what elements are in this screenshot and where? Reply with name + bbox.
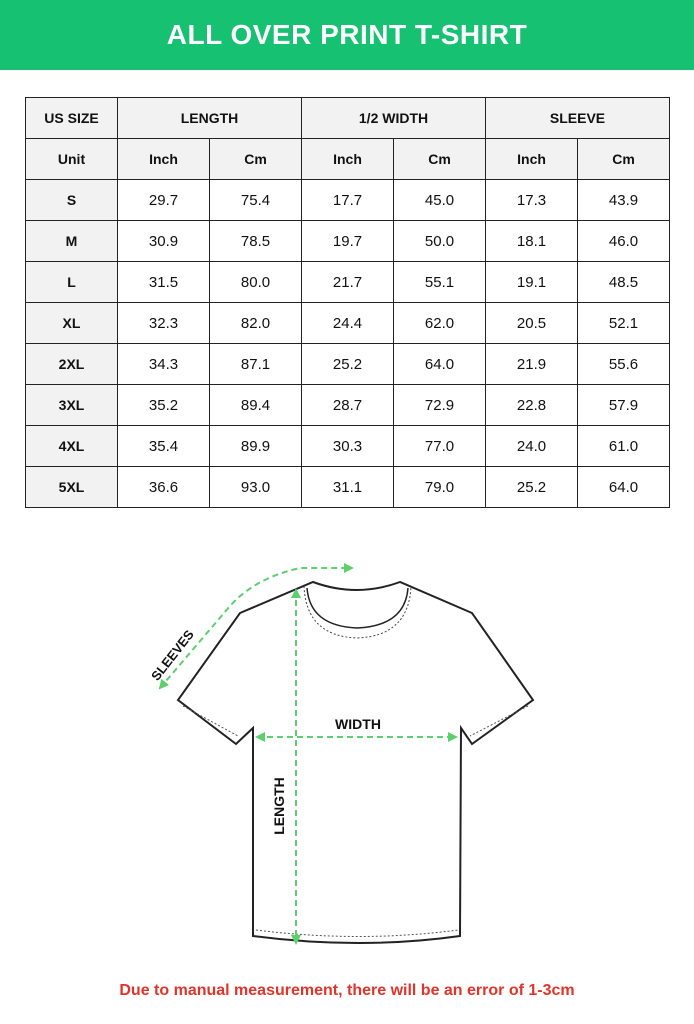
length-label: LENGTH <box>271 777 287 835</box>
header-banner <box>0 0 694 70</box>
page-title: ALL OVER PRINT T-SHIRT <box>166 19 528 50</box>
value-cell: 89.9 <box>210 426 302 467</box>
value-cell: 32.3 <box>118 303 210 344</box>
half-width-header: 1/2 WIDTH <box>302 98 486 139</box>
value-cell: 61.0 <box>578 426 670 467</box>
value-cell: 55.1 <box>394 262 486 303</box>
sleeve-header: SLEEVE <box>486 98 670 139</box>
group-header-row <box>26 98 670 139</box>
value-cell: 30.3 <box>302 426 394 467</box>
value-cell: 89.4 <box>210 385 302 426</box>
size-cell: 2XL <box>26 344 118 385</box>
value-cell: 36.6 <box>118 467 210 508</box>
width-label: WIDTH <box>335 716 381 732</box>
size-cell: 5XL <box>26 467 118 508</box>
table-row <box>26 426 670 467</box>
value-cell: 19.1 <box>486 262 578 303</box>
value-cell: 77.0 <box>394 426 486 467</box>
tshirt-outline <box>178 582 533 943</box>
value-cell: 25.2 <box>302 344 394 385</box>
value-cell: 19.7 <box>302 221 394 262</box>
unit-header: Cm <box>394 139 486 180</box>
value-cell: 52.1 <box>578 303 670 344</box>
value-cell: 25.2 <box>486 467 578 508</box>
value-cell: 31.5 <box>118 262 210 303</box>
value-cell: 21.7 <box>302 262 394 303</box>
value-cell: 45.0 <box>394 180 486 221</box>
table-row <box>26 180 670 221</box>
value-cell: 64.0 <box>578 467 670 508</box>
value-cell: 57.9 <box>578 385 670 426</box>
value-cell: 28.7 <box>302 385 394 426</box>
table-row <box>26 467 670 508</box>
value-cell: 31.1 <box>302 467 394 508</box>
value-cell: 21.9 <box>486 344 578 385</box>
value-cell: 62.0 <box>394 303 486 344</box>
unit-label: Unit <box>26 139 118 180</box>
value-cell: 55.6 <box>578 344 670 385</box>
value-cell: 17.7 <box>302 180 394 221</box>
value-cell: 75.4 <box>210 180 302 221</box>
value-cell: 24.4 <box>302 303 394 344</box>
table-row <box>26 262 670 303</box>
value-cell: 29.7 <box>118 180 210 221</box>
value-cell: 17.3 <box>486 180 578 221</box>
unit-header-row <box>26 139 670 180</box>
value-cell: 22.8 <box>486 385 578 426</box>
unit-header: Inch <box>302 139 394 180</box>
sleeves-label: SLEEVES <box>148 626 197 684</box>
unit-header: Cm <box>210 139 302 180</box>
value-cell: 78.5 <box>210 221 302 262</box>
size-chart-table <box>25 97 670 508</box>
unit-header: Cm <box>578 139 670 180</box>
size-cell: M <box>26 221 118 262</box>
value-cell: 50.0 <box>394 221 486 262</box>
us-size-header: US SIZE <box>26 98 118 139</box>
unit-header: Inch <box>118 139 210 180</box>
value-cell: 64.0 <box>394 344 486 385</box>
value-cell: 34.3 <box>118 344 210 385</box>
value-cell: 48.5 <box>578 262 670 303</box>
size-cell: 4XL <box>26 426 118 467</box>
size-cell: L <box>26 262 118 303</box>
size-cell: XL <box>26 303 118 344</box>
value-cell: 20.5 <box>486 303 578 344</box>
size-cell: S <box>26 180 118 221</box>
value-cell: 79.0 <box>394 467 486 508</box>
value-cell: 82.0 <box>210 303 302 344</box>
value-cell: 18.1 <box>486 221 578 262</box>
size-cell: 3XL <box>26 385 118 426</box>
value-cell: 93.0 <box>210 467 302 508</box>
length-header: LENGTH <box>118 98 302 139</box>
value-cell: 24.0 <box>486 426 578 467</box>
value-cell: 46.0 <box>578 221 670 262</box>
value-cell: 43.9 <box>578 180 670 221</box>
table-row <box>26 385 670 426</box>
value-cell: 35.2 <box>118 385 210 426</box>
table-row <box>26 344 670 385</box>
table-row <box>26 303 670 344</box>
value-cell: 87.1 <box>210 344 302 385</box>
value-cell: 72.9 <box>394 385 486 426</box>
unit-header: Inch <box>486 139 578 180</box>
value-cell: 30.9 <box>118 221 210 262</box>
value-cell: 80.0 <box>210 262 302 303</box>
value-cell: 35.4 <box>118 426 210 467</box>
measurement-note: Due to manual measurement, there will be an error of 1-3cm <box>119 982 575 999</box>
tshirt-diagram <box>0 548 694 968</box>
table-row <box>26 221 670 262</box>
